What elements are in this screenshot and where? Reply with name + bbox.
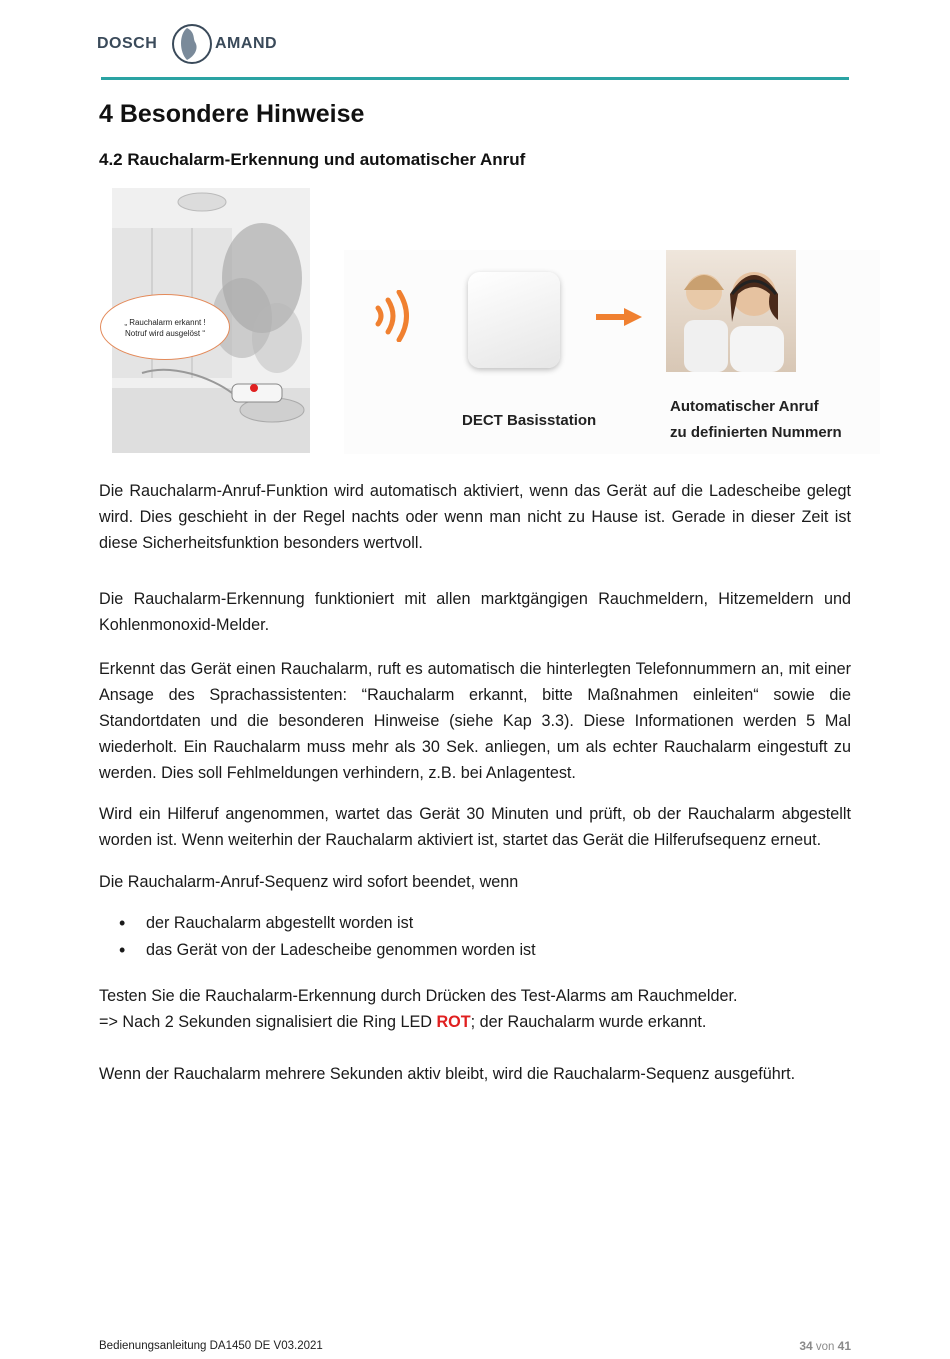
label-auto-call-2: zu definierten Nummern xyxy=(670,424,842,441)
call-center-agents-photo xyxy=(666,250,796,372)
header-rule xyxy=(101,77,849,80)
arrow-right-icon xyxy=(596,308,642,326)
paragraph-led-result xyxy=(99,1009,851,1035)
dect-base-station-image xyxy=(468,272,560,368)
led-text-prefix: => Nach 2 Sekunden signalisiert die Ring LED xyxy=(99,1013,437,1031)
radio-waves-icon xyxy=(374,290,418,342)
logo-face-icon xyxy=(169,22,215,66)
paragraph-alarm-call: Erkennt das Gerät einen Rauchalarm, ruft es automatisch die hinterlegten Telefonnummern an, mit einer Ansage des Sprachassistenten: “Rauchalarm erkannt, bitte Maßnahmen einleiten“ sowie die Standortdaten und die besonderen Hinweise (siehe Kap 3.3). Diese Informationen werden 5 Mal wiederholt. Ein Rauchalarm muss mehr als 30 Sek. anliegen, um als echter Rauchalarm eingestuft zu werden. Dies soll Fehlmeldungen verhindern, z.B. bei Anlagentest. xyxy=(99,660,851,782)
logo-text-right: AMAND xyxy=(215,35,278,52)
led-text-suffix: ; der Rauchalarm wurde erkannt. xyxy=(470,1013,707,1031)
label-auto-call-1: Automatischer Anruf xyxy=(670,398,819,415)
bubble-line-1: „ Rauchalarm erkannt ! xyxy=(124,318,206,327)
company-logo xyxy=(97,22,277,66)
paragraph-activation: Die Rauchalarm-Anruf-Funktion wird automatisch aktiviert, wenn das Gerät auf die Ladescheibe gelegt wird. Dies geschieht in der Regel nachts oder wenn man nicht zu Hause ist. Gerade in dieser Zeit ist diese Sicherheitsfunktion besonders wertvoll. xyxy=(99,482,851,552)
subsection-heading: 4.2 Rauchalarm-Erkennung und automatischer Anruf xyxy=(99,150,526,169)
list-item: • das Gerät von der Ladescheibe genommen worden ist xyxy=(99,937,536,964)
paragraph-sequence-run: Wenn der Rauchalarm mehrere Sekunden aktiv bleibt, wird die Rauchalarm-Sequenz ausgeführt. xyxy=(99,1065,796,1083)
page-number xyxy=(799,1339,851,1353)
agents-icon xyxy=(666,250,796,372)
illustration-figure xyxy=(112,188,882,456)
paragraph-help-call: Wird ein Hilferuf angenommen, wartet das Gerät 30 Minuten und prüft, ob der Rauchalarm abgestellt worden ist. Wenn weiterhin der Rauchalarm aktiviert ist, startet das Gerät die Hilferufsequenz erneut. xyxy=(99,805,851,849)
call-flow-diagram xyxy=(344,250,880,454)
paragraph-compatibility: Die Rauchalarm-Erkennung funktioniert mit allen marktgängigen Rauchmeldern, Hitzemeldern und Kohlenmonoxid-Melder. xyxy=(99,590,851,634)
led-color-red: ROT xyxy=(436,1013,471,1031)
bubble-line-2: Notruf wird ausgelöst “ xyxy=(124,329,206,338)
footer-doc-title: Bedienungsanleitung DA1450 DE V03.2021 xyxy=(99,1340,323,1352)
page-current: 34 xyxy=(799,1339,813,1353)
paragraph-sequence-end: Die Rauchalarm-Anruf-Sequenz wird sofort beendet, wenn xyxy=(99,873,519,891)
end-conditions-list xyxy=(99,910,536,964)
page-separator: von xyxy=(812,1341,838,1353)
page-total: 41 xyxy=(837,1339,851,1353)
logo-text-left: DOSCH xyxy=(97,35,158,52)
speech-bubble xyxy=(100,294,230,360)
paragraph-test: Testen Sie die Rauchalarm-Erkennung durch Drücken des Test-Alarms am Rauchmelder. xyxy=(99,987,738,1005)
list-item: • der Rauchalarm abgestellt worden ist xyxy=(99,910,536,937)
section-heading: 4 Besondere Hinweise xyxy=(99,100,365,128)
label-dect-base: DECT Basisstation xyxy=(462,412,597,429)
